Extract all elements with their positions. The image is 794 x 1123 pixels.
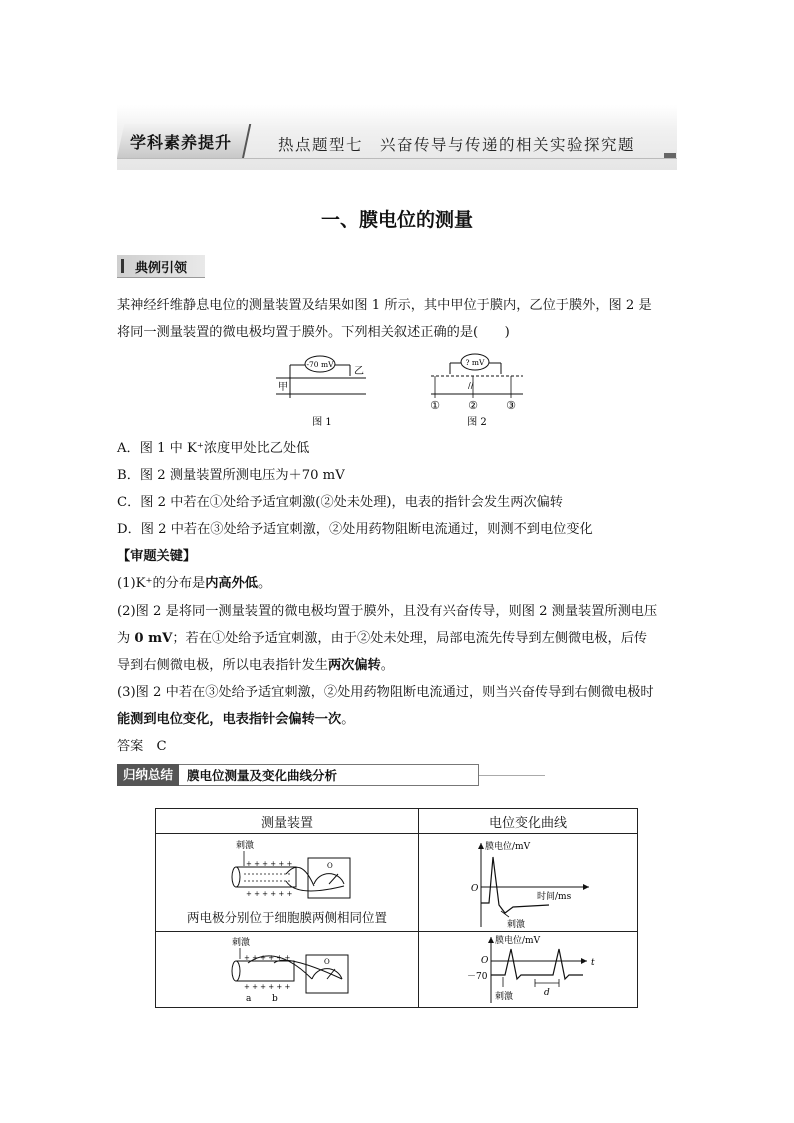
row1-curve-ylabel: 膜电位/mV [485,841,531,852]
table-header-device: 测量装置 [156,809,419,834]
table-row [156,932,638,1008]
row2-label-b: b [272,993,278,1004]
fig2-caption: 图 2 [467,417,487,428]
analysis-p2-line1: (2)图 2 是将同一测量装置的微电极均置于膜外，且没有兴奋传导，则图 2 测量装置所测电压 [117,604,658,619]
svg-text:+ + + + + +: + + + + + + [246,889,293,898]
row2-curve-t: t [591,957,595,968]
option-a: A．图 1 中 K⁺浓度甲处比乙处低 [117,441,310,456]
example-label-box [117,255,205,278]
analysis-p2-line3: 导到右侧微电极，所以电表指针发生两次偏转。 [117,658,394,673]
fig1-caption: 图 1 [312,417,332,428]
question-stem-line1: 某神经纤维静息电位的测量装置及结果如图 1 所示，其中甲位于膜内，乙位于膜外，图 2 是 [117,298,652,313]
analysis-p1: (1)K⁺的分布是内高外低。 [117,576,272,591]
summary-table [155,808,638,1008]
summary-caption: 膜电位测量及变化曲线分析 [179,764,479,786]
fig1-label-yi: 乙 [354,366,364,377]
svg-text:O: O [324,957,330,966]
fig2-meter-reading: ? mV [465,358,485,367]
svg-text://: // [468,381,474,390]
header-tab-label: 学科素养提升 [130,133,233,152]
row1-curve-stim: 刺激 [507,919,526,930]
summary-tag: 归纳总结 [117,764,179,786]
header-divider [117,158,677,159]
analysis-p2-line2: 为 0 mV；若在①处给予适宜刺激，由于②处未处理，局部电流先传导到左侧微电极，后传 [117,631,648,646]
fig2-point-3: ③ [506,399,516,412]
figure-2 [425,350,530,430]
svg-text:+ + + + + +: + + + + + + [244,982,291,991]
question-stem-line2: 将同一测量装置的微电极均置于膜外。下列相关叙述正确的是( ) [117,325,510,340]
table-header-curve: 电位变化曲线 [419,809,638,834]
row2-curve-neg: －70 [467,971,488,982]
row2-device-diagram [156,933,418,1007]
figure-1 [270,350,380,430]
row1-curve-diagram [419,835,637,931]
analysis-heading: 【审题关键】 [117,549,197,564]
svg-text:O: O [327,861,333,870]
row1-curve-cell [419,834,638,932]
row2-curve-origin: O [481,955,489,966]
row2-stim-label: 刺激 [232,937,251,948]
analysis-p3-line2: 能测到电位变化，电表指针会偏转一次。 [117,712,355,727]
answer: 答案 C [117,739,167,754]
fig1-meter-reading: -70 mV [306,360,334,369]
header-title: 热点题型七 兴奋传导与传递的相关实验探究题 [278,136,636,154]
row2-curve-d: d [544,987,550,998]
option-c: C．图 2 中若在①处给予适宜刺激(②处未处理)，电表的指针会发生两次偏转 [117,495,563,510]
row2-device-cell [156,932,419,1008]
row2-curve-cell [419,932,638,1008]
row1-curve-xlabel: 时间/ms [537,891,572,902]
svg-text:+ + + + + +: + + + + + + [244,953,291,962]
row1-stim-label: 刺激 [236,840,255,851]
row2-curve-stim: 刺激 [495,991,514,1002]
fig2-point-1: ① [430,399,440,412]
row2-curve-diagram [419,933,637,1007]
section-title: 一、膜电位的测量 [320,209,473,231]
row2-curve-ylabel: 膜电位/mV [495,935,541,946]
label-bar [121,259,124,273]
row1-device-cell [156,834,419,932]
fig2-point-2: ② [468,399,478,412]
table-row [156,834,638,932]
example-label: 典例引领 [135,261,188,276]
row1-curve-origin: O [471,883,479,894]
fig1-label-jia: 甲 [278,382,288,393]
summary-rule [479,775,545,776]
row1-device-caption: 两电极分别位于细胞膜两侧相同位置 [186,909,387,925]
option-b: B．图 2 测量装置所测电压为＋70 mV [117,468,345,483]
option-d: D．图 2 中若在③处给予适宜刺激，②处用药物阻断电流通过，则测不到电位变化 [117,522,593,537]
row2-curve-line [491,949,583,979]
row1-device-diagram [156,836,418,908]
svg-text:+ + + + + +: + + + + + + [246,859,293,868]
row1-curve-line [481,857,549,913]
row2-label-a: a [246,993,252,1004]
analysis-p3-line1: (3)图 2 中若在③处给予适宜刺激，②处用药物阻断电流通过，则当兴奋传导到右侧微电极时 [117,685,654,700]
